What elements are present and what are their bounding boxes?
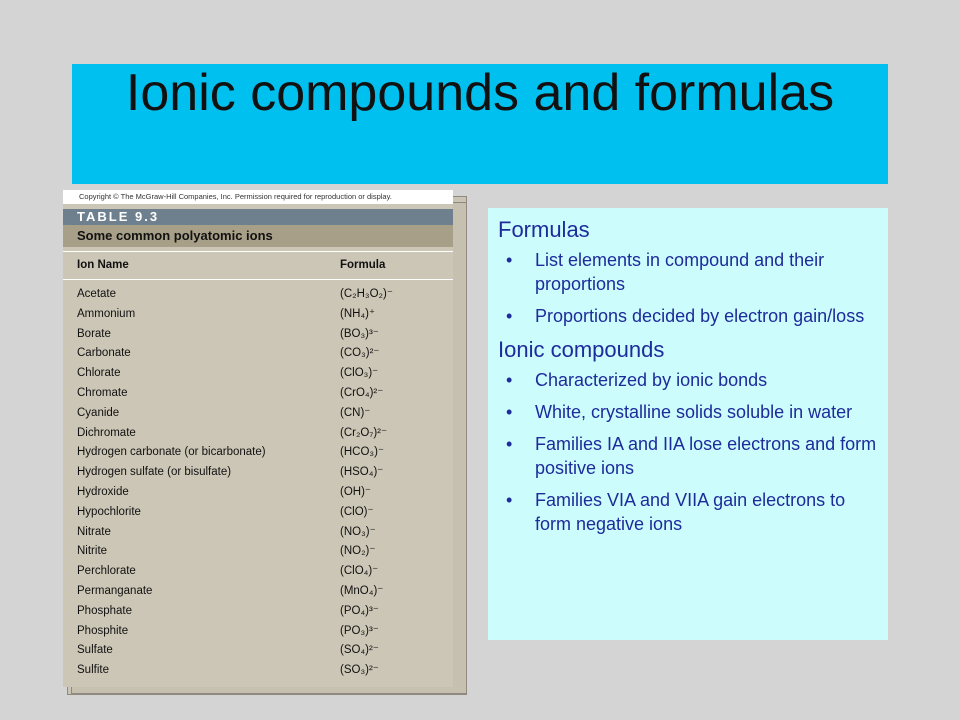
ion-name-cell: Carbonate xyxy=(77,347,131,360)
formula-cell: (OH)⁻ xyxy=(340,485,371,498)
bullet-item xyxy=(498,248,878,296)
bullet-text: Characterized by ionic bonds xyxy=(535,370,768,390)
header-formula: Formula xyxy=(340,259,386,271)
formula-cell: (NO₂)⁻ xyxy=(340,545,376,558)
formula-cell: (HSO₄)⁻ xyxy=(340,466,384,479)
formula-cell: (SO₃)²⁻ xyxy=(340,664,379,677)
ion-name-cell: Phosphite xyxy=(77,624,129,637)
table-row xyxy=(63,344,453,364)
bullet-text: Proportions decided by electron gain/loss xyxy=(535,306,865,326)
table-row xyxy=(63,384,453,404)
ion-name-cell: Cyanide xyxy=(77,406,120,419)
bullet-item xyxy=(498,432,878,480)
formula-cell: (Cr₂O₇)²⁻ xyxy=(340,426,388,439)
formula-cell: (CN)⁻ xyxy=(340,406,371,419)
table-row xyxy=(63,503,453,523)
copyright-line: Copyright © The McGraw-Hill Companies, Inc. Permission required for reproduction or display. xyxy=(63,190,453,204)
ion-name-cell: Nitrate xyxy=(77,525,111,538)
slide-title: Ionic compounds and formulas xyxy=(125,64,835,122)
bullet-text: White, crystalline solids soluble in water xyxy=(535,402,853,422)
table-row xyxy=(63,305,453,325)
table-row xyxy=(63,404,453,424)
table-row xyxy=(63,364,453,384)
ion-name-cell: Borate xyxy=(77,327,111,340)
formula-cell: (ClO₄)⁻ xyxy=(340,565,379,578)
table-row xyxy=(63,325,453,345)
bullet-dot-icon: • xyxy=(506,434,513,454)
ion-name-cell: Hydrogen carbonate (or bicarbonate) xyxy=(77,446,266,459)
ion-name-cell: Sulfite xyxy=(77,664,109,677)
table-sheet xyxy=(63,190,453,687)
ion-name-cell: Hypochlorite xyxy=(77,505,141,518)
table-row xyxy=(63,622,453,642)
section-heading: Ionic compounds xyxy=(498,337,665,362)
formula-cell: (PO₃)³⁻ xyxy=(340,624,379,637)
table-row xyxy=(63,562,453,582)
ion-name-cell: Permanganate xyxy=(77,584,153,597)
ion-name-cell: Chromate xyxy=(77,386,128,399)
table-row xyxy=(63,285,453,305)
table-row xyxy=(63,424,453,444)
header-ion-name: Ion Name xyxy=(77,259,129,271)
polyatomic-ions-table-image xyxy=(63,190,468,695)
formula-cell: (BO₃)³⁻ xyxy=(340,327,379,340)
ion-name-cell: Dichromate xyxy=(77,426,136,439)
bullet-dot-icon: • xyxy=(506,402,513,422)
table-number: TABLE 9.3 xyxy=(63,209,453,225)
table-body xyxy=(63,285,453,681)
table-caption: Some common polyatomic ions xyxy=(63,225,453,247)
formula-cell: (HCO₃)⁻ xyxy=(340,446,384,459)
notes-panel xyxy=(488,208,888,640)
bullet-text: List elements in compound and their proportions xyxy=(535,250,825,294)
bullet-dot-icon: • xyxy=(506,490,513,510)
formula-cell: (NH₄)⁺ xyxy=(340,307,376,320)
bullet-item xyxy=(498,304,878,328)
table-row xyxy=(63,582,453,602)
formula-cell: (ClO₃)⁻ xyxy=(340,367,379,380)
notes-content xyxy=(488,208,888,536)
table-row xyxy=(63,463,453,483)
ion-name-cell: Ammonium xyxy=(77,307,136,320)
section-heading: Formulas xyxy=(498,217,590,242)
formula-cell: (ClO)⁻ xyxy=(340,505,374,518)
formula-cell: (CrO₄)²⁻ xyxy=(340,386,384,399)
formula-cell: (SO₄)²⁻ xyxy=(340,644,379,657)
formula-cell: (NO₃)⁻ xyxy=(340,525,376,538)
formula-cell: (C₂H₃O₂)⁻ xyxy=(340,288,393,300)
bullet-item xyxy=(498,488,878,536)
table-row xyxy=(63,602,453,622)
ion-name-cell: Hydroxide xyxy=(77,485,129,498)
ion-name-cell: Chlorate xyxy=(77,367,121,380)
formula-cell: (PO₄)³⁻ xyxy=(340,604,379,617)
table-row xyxy=(63,523,453,543)
formula-cell: (CO₃)²⁻ xyxy=(340,347,380,360)
table-row xyxy=(63,641,453,661)
bullet-text: Families VIA and VIIA gain electrons to form negative ions xyxy=(535,490,846,534)
ion-name-cell: Hydrogen sulfate (or bisulfate) xyxy=(77,466,232,479)
ion-name-cell: Nitrite xyxy=(77,545,108,558)
formula-cell: (MnO₄)⁻ xyxy=(340,584,384,597)
bullet-dot-icon: • xyxy=(506,370,513,390)
table-row xyxy=(63,661,453,681)
table-row xyxy=(63,542,453,562)
bullet-dot-icon: • xyxy=(506,306,513,326)
table-row xyxy=(63,443,453,463)
ion-name-cell: Acetate xyxy=(77,288,116,300)
bullet-text: Families IA and IIA lose electrons and form positive ions xyxy=(535,434,877,478)
ion-name-cell: Sulfate xyxy=(77,644,113,657)
bullet-dot-icon: • xyxy=(506,250,513,270)
table-header-row xyxy=(63,251,453,280)
bullet-item xyxy=(498,400,878,424)
bullet-item xyxy=(498,368,878,392)
table-row xyxy=(63,483,453,503)
ion-name-cell: Perchlorate xyxy=(77,565,136,578)
ion-name-cell: Phosphate xyxy=(77,604,132,617)
